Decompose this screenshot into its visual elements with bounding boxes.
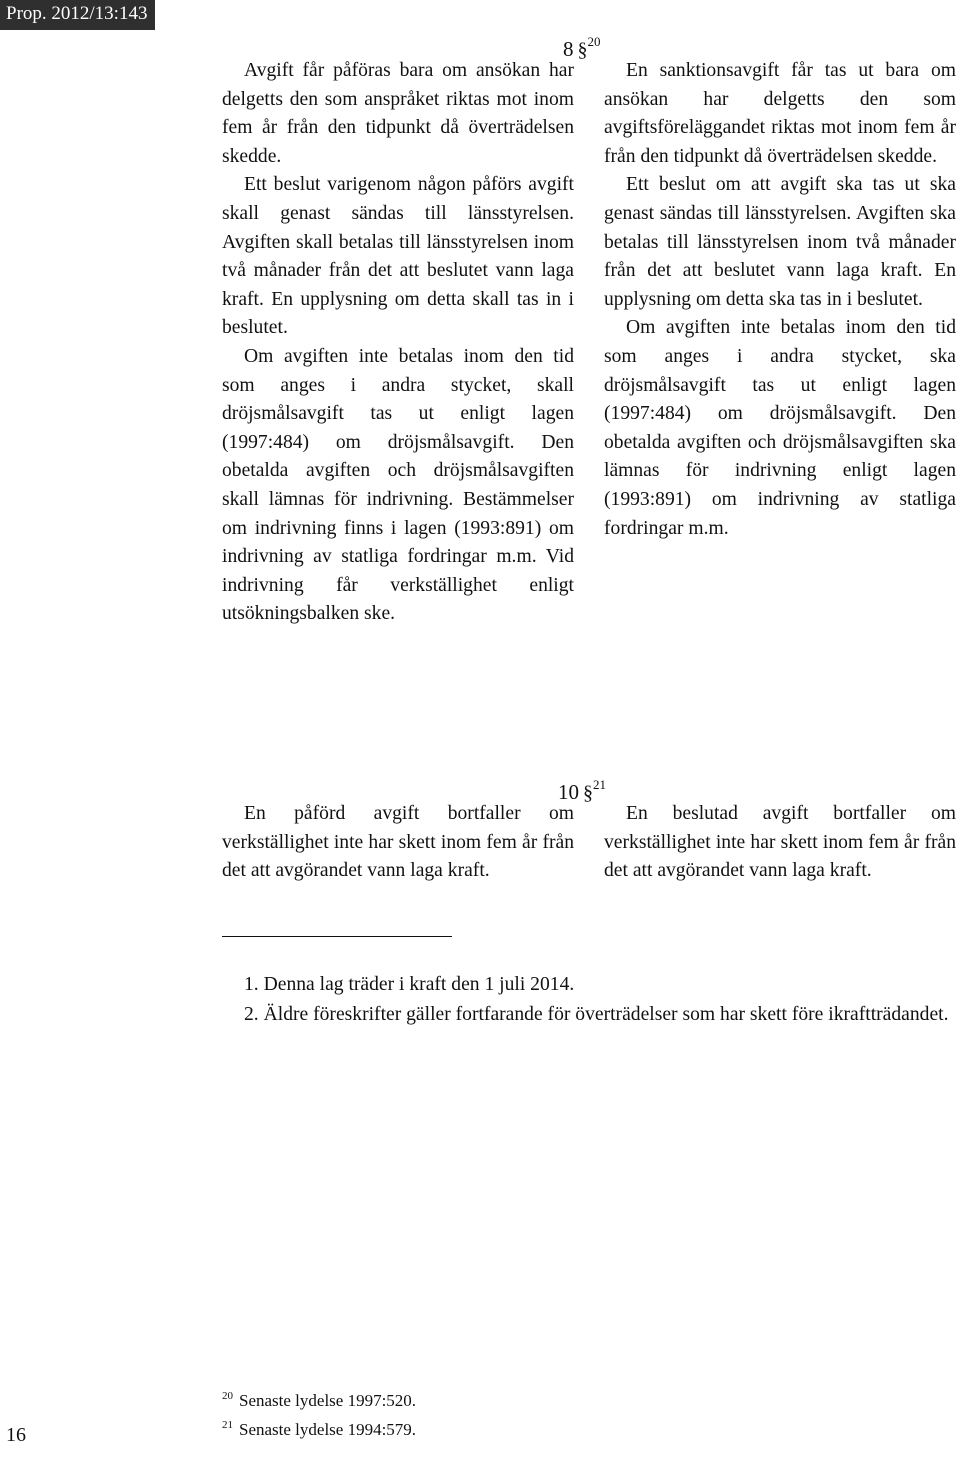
- section-8-left-paragraph-2: Ett beslut varigenom någon påförs avgift skall genast sändas till länsstyrelsen. Avgiften skall betalas till länsstyrelsen inom två månader från det att beslutet vann laga kraft. En upplysning om detta skall tas in i beslutet.: [222, 174, 574, 339]
- section-10-left-paragraph: En påförd avgift bortfaller om verkställighet inte har skett inom fem år från det att avgörandet vann laga kraft.: [222, 803, 574, 882]
- footnote-21: [222, 1413, 622, 1442]
- transitional-item-2: 2. Äldre föreskrifter gäller fortfarande för överträdelser som har skett före ikraftträdandet.: [244, 1004, 949, 1025]
- transitional-provisions: [222, 970, 956, 1030]
- footnote-20: [222, 1384, 622, 1413]
- section-10-symbol: §: [583, 782, 593, 804]
- section-divider: [222, 936, 452, 937]
- section-8-current-text: [222, 57, 574, 629]
- section-8-right-paragraph-1: En sanktionsavgift får tas ut bara om ansökan har delgetts den som avgiftsföreläggandet riktas mot inom fem år från den tidpunkt då överträdelsen skedde.: [604, 60, 956, 167]
- footnotes: [222, 1384, 622, 1442]
- footnote-21-text: Senaste lydelse 1994:579.: [239, 1420, 417, 1439]
- section-10-note-ref: 21: [593, 777, 606, 792]
- section-8-note-ref: 20: [587, 34, 601, 49]
- section-8-left-paragraph-1: Avgift får påföras bara om ansökan har delgetts den som anspråket riktas mot inom fem år från den tidpunkt då överträdelsen skedde.: [222, 60, 574, 167]
- section-8-symbol: §: [577, 39, 588, 61]
- document-reference: Prop. 2012/13:143: [0, 0, 155, 30]
- section-10-current-text: [222, 800, 574, 886]
- section-8-left-paragraph-3: Om avgiften inte betalas inom den tid som anges i andra stycket, skall dröjsmålsavgift tas ut enligt lagen (1997:484) om dröjsmålsavgift. Den obetalda avgiften och dröjsmålsavgiften skall lämnas för indrivning. Bestämmelser om indrivning finns i lagen (1993:891) om indrivning av statliga fordringar m.m. Vid indrivning får verkställighet enligt utsökningsbalken ske.: [222, 345, 574, 625]
- section-10-number: 10: [558, 780, 579, 804]
- footnote-20-text: Senaste lydelse 1997:520.: [239, 1391, 417, 1410]
- section-8-right-paragraph-2: Ett beslut om att avgift ska tas ut ska genast sändas till länsstyrelsen. Avgiften ska betalas till länsstyrelsen inom två månader från det att beslutet vann laga kraft. En upplysning om detta ska tas in i beslutet.: [604, 174, 956, 310]
- footnote-21-number: 21: [222, 1419, 233, 1431]
- section-8-right-paragraph-3: Om avgiften inte betalas inom den tid som anges i andra stycket, ska dröjsmålsavgift tas ut enligt lagen (1997:484) om dröjsmålsavgift. Den obetalda avgiften och dröjsmålsavgiften ska lämnas för indrivning enligt lagen (1993:891) om indrivning av statliga fordringar m.m.: [604, 317, 956, 539]
- transitional-item-1: 1. Denna lag träder i kraft den 1 juli 2014.: [244, 974, 575, 995]
- page-number: 16: [6, 1424, 26, 1446]
- section-10-right-paragraph: En beslutad avgift bortfaller om verkställighet inte har skett inom fem år från det att avgörandet vann laga kraft.: [604, 803, 956, 882]
- section-8-proposed-text: [604, 57, 956, 543]
- section-8-number: 8: [563, 37, 574, 61]
- section-10-proposed-text: [604, 800, 956, 886]
- footnote-20-number: 20: [222, 1390, 233, 1402]
